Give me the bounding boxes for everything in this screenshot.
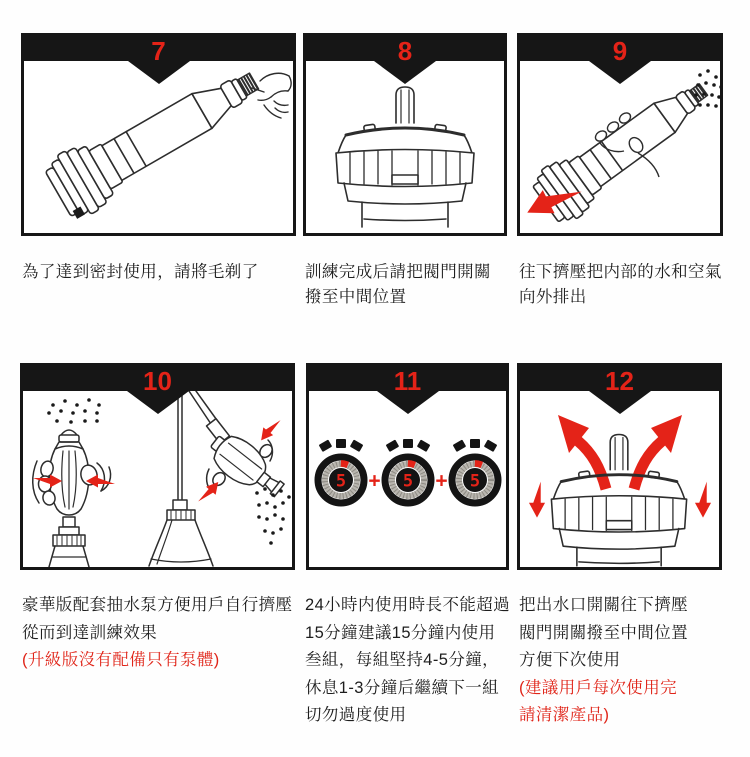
plus-sign: + (368, 469, 381, 493)
caption-line: 豪華版配套抽水泵方便用戶自行擠壓 (22, 596, 293, 614)
pump-bulb-vertical-icon (33, 430, 111, 567)
spray-dots-icon (47, 398, 101, 424)
caption-step-12 (519, 592, 747, 730)
pump-shave-illustration (24, 61, 293, 233)
caption-line-warning: (升級版沒有配備只有泵體) (22, 651, 220, 669)
caption-line: 24小時内使用時長不能超過 (305, 596, 511, 614)
caption-line: 休息1-3分鐘后繼續下一組 (305, 678, 500, 697)
caption-step-9 (519, 260, 747, 310)
pump-base-with-tube-icon (149, 391, 213, 566)
step-number: 10 (143, 366, 172, 396)
caption-line: 為了達到密封使用，請將毛剃了 (22, 263, 259, 281)
pump-spray-illustration (520, 61, 720, 233)
step-number: 12 (605, 366, 634, 396)
pump-bulbs-illustration (23, 391, 292, 567)
caption-line: 往下擠壓把内部的水和空氣 (519, 263, 722, 281)
stopwatch-icon (318, 439, 364, 503)
caption-line: 切勿過度使用 (305, 706, 407, 724)
stopwatch-digit: 5 (469, 471, 481, 492)
stopwatch-icon (452, 439, 498, 503)
instruction-panel-7 (21, 33, 296, 236)
caption-line: 向外排出 (519, 288, 587, 306)
stopwatch-digit: 5 (402, 471, 414, 492)
spray-dots-icon (255, 487, 291, 545)
instruction-panel-9 (517, 33, 723, 236)
step-banner (306, 36, 504, 66)
caption-line: 撥至中間位置 (305, 288, 407, 306)
plus-sign: + (435, 469, 448, 493)
caption-line: 方便下次使用 (519, 651, 621, 669)
step-number: 9 (612, 36, 628, 66)
caption-line: 把出水口開關往下擠壓 (519, 596, 688, 614)
caption-line-warning: 請清潔產品) (519, 706, 610, 724)
caption-line-warning: (建議用戶每次使用完 (519, 678, 677, 697)
instruction-panel-10 (20, 363, 295, 570)
caption-line: 訓練完成后請把閥門開關 (305, 263, 491, 281)
step-banner (24, 36, 293, 66)
caption-line: 閥門開關撥至中間位置 (519, 623, 688, 642)
pump-bulb-tilted-icon (189, 391, 290, 506)
step-banner (23, 366, 292, 396)
stopwatch-digit: 5 (335, 471, 347, 492)
stopwatch-icon (385, 439, 431, 503)
step-number: 8 (397, 36, 413, 66)
caption-line: 從而到達訓練效果 (22, 623, 158, 642)
pump-device-icon (41, 61, 271, 223)
instruction-panel-12 (517, 363, 722, 570)
valve-cap-illustration (306, 61, 504, 233)
caption-step-7 (22, 260, 314, 285)
instruction-panel-8 (303, 33, 507, 236)
caption-step-8 (305, 260, 517, 310)
step-number: 11 (393, 366, 422, 396)
instruction-panel-11 (306, 363, 509, 570)
step-banner (520, 366, 719, 396)
hand-icon (252, 73, 291, 118)
valve-release-illustration (520, 391, 719, 567)
caption-step-10 (22, 592, 322, 675)
step-number: 7 (151, 36, 166, 66)
caption-step-11 (305, 592, 525, 730)
caption-line: 15分鐘建議15分鐘内使用 (305, 623, 496, 642)
stopwatches-illustration (309, 391, 506, 567)
step-banner (520, 36, 720, 66)
step-banner (309, 366, 506, 396)
caption-line: 叁組，每組堅持4-5分鐘， (305, 651, 500, 669)
valve-icon (336, 87, 474, 227)
valve-icon (551, 434, 686, 565)
